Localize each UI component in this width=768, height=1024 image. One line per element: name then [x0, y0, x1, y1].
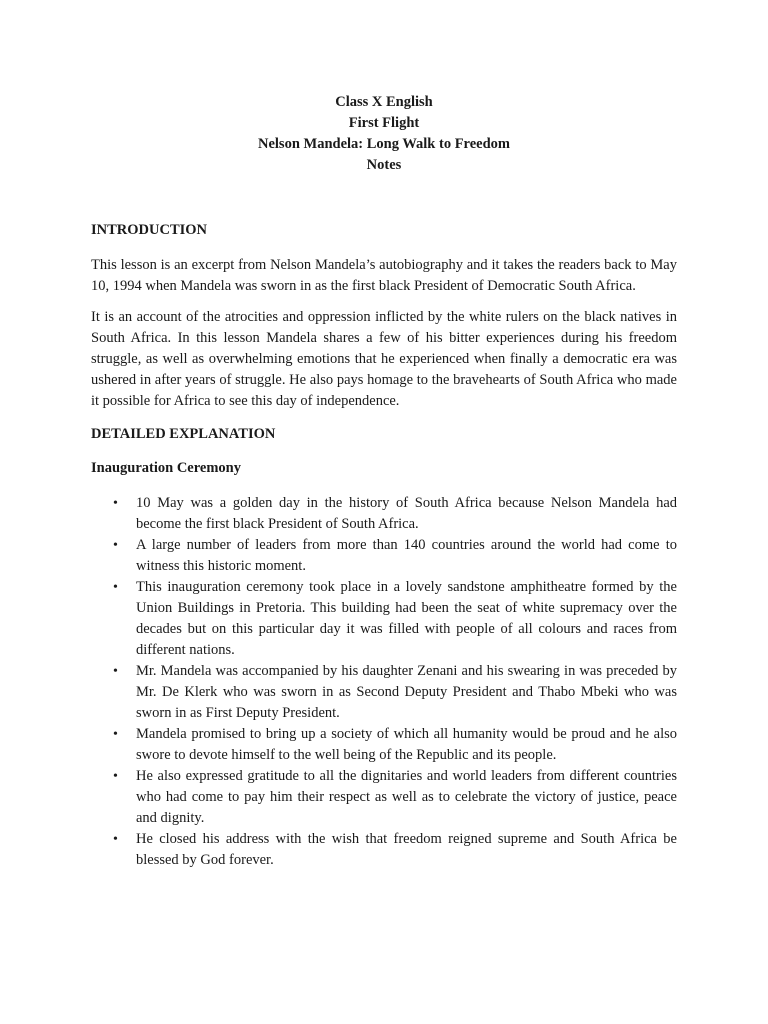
document-title-block [0, 92, 768, 176]
list-item-text: He also expressed gratitude to all the dignitaries and world leaders from different countries who had come to pay him their respect as well as to celebrate the victory of justice, peace and dignity. [136, 768, 677, 826]
title-lesson: Nelson Mandela: Long Walk to Freedom [257, 136, 510, 152]
list-item [91, 661, 677, 724]
list-item [91, 766, 677, 829]
list-item [91, 724, 677, 766]
bullet-icon: • [113, 538, 118, 553]
list-item [91, 493, 677, 535]
list-item-text: Mr. Mandela was accompanied by his daughter Zenani and his swearing in was preceded by Mr. De Klerk who was sworn in as Second Deputy President and Thabo Mbeki who was sworn in as First Deputy President. [136, 663, 677, 721]
list-item [91, 829, 677, 871]
bullet-icon: • [113, 496, 118, 511]
title-book: First Flight [348, 115, 420, 131]
inauguration-ceremony-subheading: Inauguration Ceremony [91, 460, 241, 476]
bullet-icon: • [113, 727, 118, 742]
list-item-text: This inauguration ceremony took place in a lovely sandstone amphitheatre formed by the Union Buildings in Pretoria. This building had been the seat of white supremacy over the decades but on this particular day it was filled with people of all colours and races from different nations. [136, 579, 677, 658]
list-item-text: Mandela promised to bring up a society of which all humanity would be proud and he also swore to devote himself to the well being of the Republic and its people. [136, 726, 677, 763]
bullet-icon: • [113, 769, 118, 784]
list-item [91, 535, 677, 577]
bullet-icon: • [113, 580, 118, 595]
title-class: Class X English [335, 94, 433, 110]
introduction-heading: INTRODUCTION [91, 222, 208, 238]
detailed-explanation-heading: DETAILED EXPLANATION [91, 426, 276, 442]
list-item-text: 10 May was a golden day in the history of South Africa because Nelson Mandela had become the first black President of South Africa. [136, 495, 677, 532]
inauguration-bullet-list [91, 493, 677, 871]
document-content [91, 220, 677, 871]
introduction-paragraph: It is an account of the atrocities and oppression inflicted by the white rulers on the black natives in South Africa. In this lesson Mandela shares a few of his bitter experiences during his freedom struggle, as well as overwhelming emotions that he experienced when finally a democratic era was ushered in after years of struggle. He also pays homage to the bravehearts of South Africa who made it possible for Africa to see this day of independence. [91, 309, 677, 409]
introduction-paragraph: This lesson is an excerpt from Nelson Mandela’s autobiography and it takes the readers back to May 10, 1994 when Mandela was sworn in as the first black President of Democratic South Africa. [91, 257, 677, 294]
list-item-text: A large number of leaders from more than 140 countries around the world had come to witness this historic moment. [136, 537, 677, 574]
title-notes: Notes [366, 157, 402, 173]
bullet-icon: • [113, 664, 118, 679]
list-item-text: He closed his address with the wish that freedom reigned supreme and South Africa be blessed by God forever. [136, 831, 677, 868]
bullet-icon: • [113, 832, 118, 847]
list-item [91, 577, 677, 661]
